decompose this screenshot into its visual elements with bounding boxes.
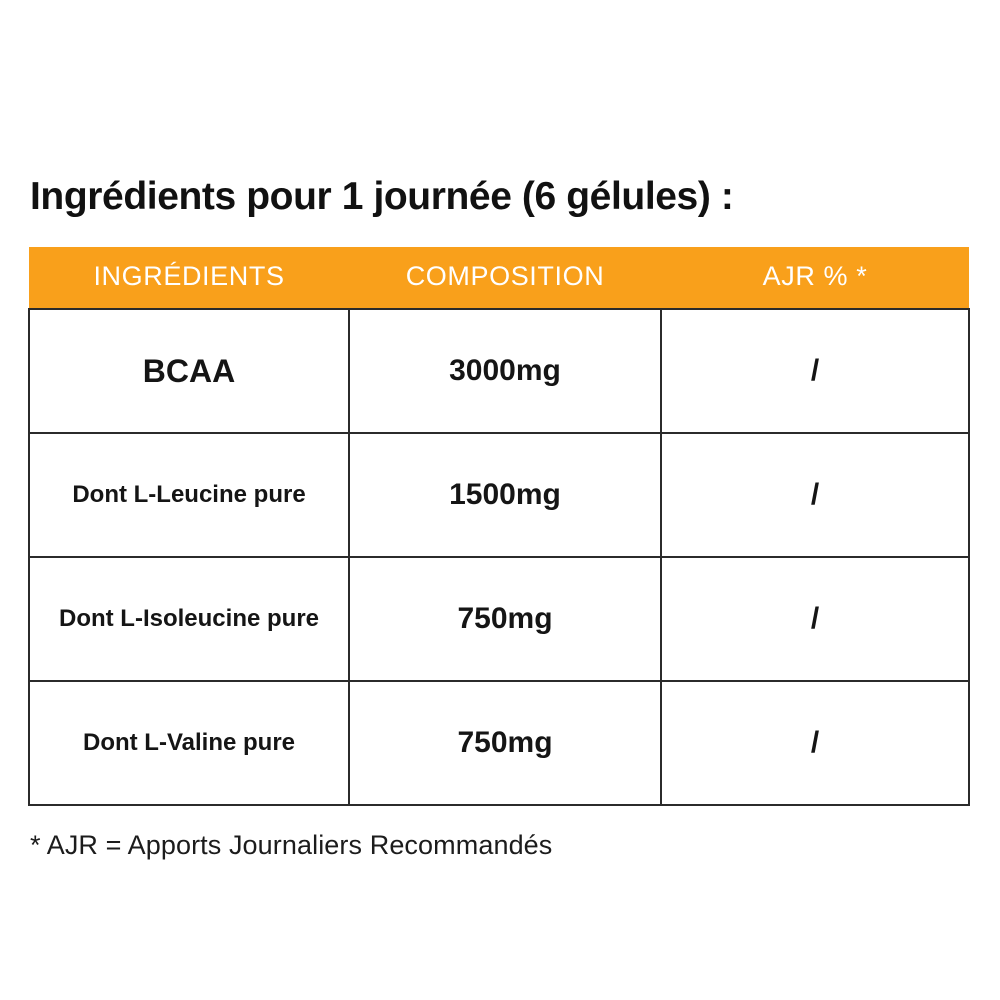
cell-ingredient: Dont L-Valine pure (29, 681, 349, 805)
column-header-ajr: AJR % * (661, 247, 969, 309)
table-row (29, 681, 969, 805)
cell-ajr: / (661, 557, 969, 681)
cell-ingredient: Dont L-Isoleucine pure (29, 557, 349, 681)
cell-composition: 750mg (349, 557, 661, 681)
table-row (29, 433, 969, 557)
cell-ajr: / (661, 433, 969, 557)
table-row (29, 557, 969, 681)
cell-composition: 3000mg (349, 309, 661, 433)
table-body (29, 309, 969, 805)
cell-ingredient: Dont L-Leucine pure (29, 433, 349, 557)
column-header-composition: COMPOSITION (349, 247, 661, 309)
cell-ingredient: BCAA (29, 309, 349, 433)
table-header-row (29, 247, 969, 309)
cell-composition: 750mg (349, 681, 661, 805)
footnote-ajr: * AJR = Apports Journaliers Recommandés (30, 830, 553, 860)
cell-composition: 1500mg (349, 433, 661, 557)
table-header (29, 247, 969, 309)
ingredients-table (28, 247, 970, 806)
column-header-ingredients: INGRÉDIENTS (29, 247, 349, 309)
cell-ajr: / (661, 681, 969, 805)
page-title: Ingrédients pour 1 journée (6 gélules) : (30, 175, 734, 218)
cell-ajr: / (661, 309, 969, 433)
table-row (29, 309, 969, 433)
